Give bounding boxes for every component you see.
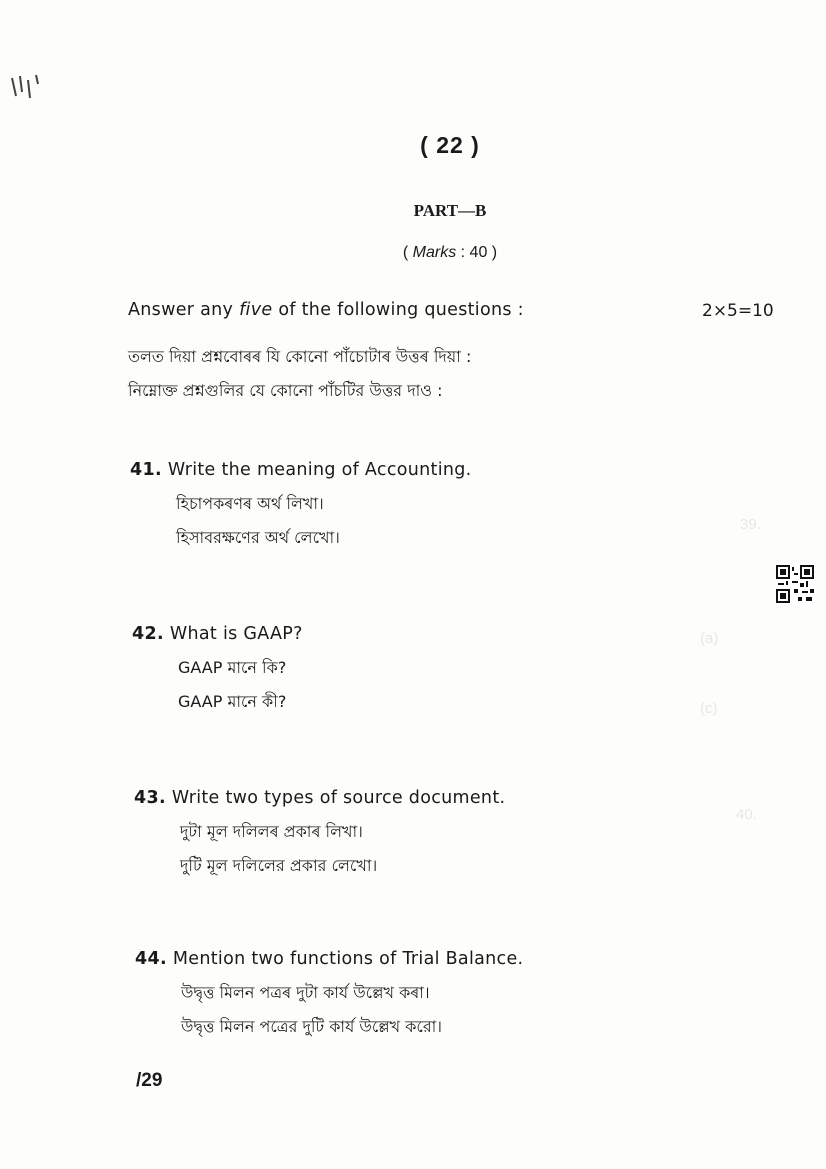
question-number: 44. bbox=[135, 949, 167, 969]
instruction-emphasis: five bbox=[239, 300, 273, 320]
question-text-bengali: হিসাবরক্ষণের অর্থ লেখো। bbox=[176, 528, 340, 547]
question-43 bbox=[134, 788, 694, 876]
question-number: 43. bbox=[134, 788, 166, 808]
part-title: PART—B bbox=[413, 201, 487, 220]
question-41 bbox=[130, 460, 690, 548]
question-text-bengali: দুটি মূল দলিলের প্রকার লেখো। bbox=[180, 856, 378, 875]
bleed-through-text: 39. bbox=[740, 516, 761, 533]
instruction-english bbox=[128, 300, 524, 320]
paper-code: /29 bbox=[136, 1070, 163, 1091]
page-number: ( 22 ) bbox=[420, 132, 480, 158]
qr-code-icon bbox=[776, 565, 814, 603]
question-text-english: Write the meaning of Accounting. bbox=[167, 460, 472, 480]
instruction-suffix: of the following questions : bbox=[278, 300, 524, 320]
instruction-bengali: নিম্নোক্ত প্রশ্নগুলির যে কোনো পাঁচটির উত্তর দাও : bbox=[128, 381, 443, 400]
question-number: 41. bbox=[130, 460, 162, 480]
question-number: 42. bbox=[132, 624, 164, 644]
question-text-assamese: GAAP মানে কি? bbox=[178, 658, 287, 677]
question-text-assamese: দুটা মূল দলিলৰ প্ৰকাৰ লিখা। bbox=[180, 822, 363, 841]
question-42 bbox=[132, 624, 692, 712]
question-text-bengali: উদ্বৃত্ত মিলন পত্রের দুটি কার্য উল্লেখ করো। bbox=[181, 1017, 443, 1036]
question-text-english: Write two types of source document. bbox=[171, 788, 506, 808]
question-text-assamese: উদ্বৃত্ত মিলন পত্ৰৰ দুটা কাৰ্য উল্লেখ কৰা। bbox=[181, 983, 430, 1002]
scan-artifact-mark bbox=[8, 72, 48, 100]
marks-value: 40 bbox=[469, 244, 488, 261]
bleed-through-text: 40. bbox=[736, 806, 757, 823]
question-text-bengali: GAAP মানে কী? bbox=[178, 692, 287, 711]
bleed-through-text: (a) bbox=[700, 630, 719, 647]
marks-info: ( Marks : 40 ) bbox=[402, 244, 498, 261]
question-text-english: What is GAAP? bbox=[169, 624, 303, 644]
marks-label: Marks bbox=[412, 244, 457, 261]
bleed-through-text: (c) bbox=[700, 700, 718, 717]
instruction-prefix: Answer any bbox=[128, 300, 234, 320]
instruction-assamese: তলত দিয়া প্ৰশ্নবোৰৰ যি কোনো পাঁচোটাৰ উত্তৰ দিয়া : bbox=[128, 347, 472, 366]
question-44 bbox=[135, 949, 695, 1037]
question-text-assamese: হিচাপকৰণৰ অৰ্থ লিখা। bbox=[176, 494, 324, 513]
question-text-english: Mention two functions of Trial Balance. bbox=[172, 949, 524, 969]
instruction-marks: 2×5=10 bbox=[702, 301, 774, 321]
